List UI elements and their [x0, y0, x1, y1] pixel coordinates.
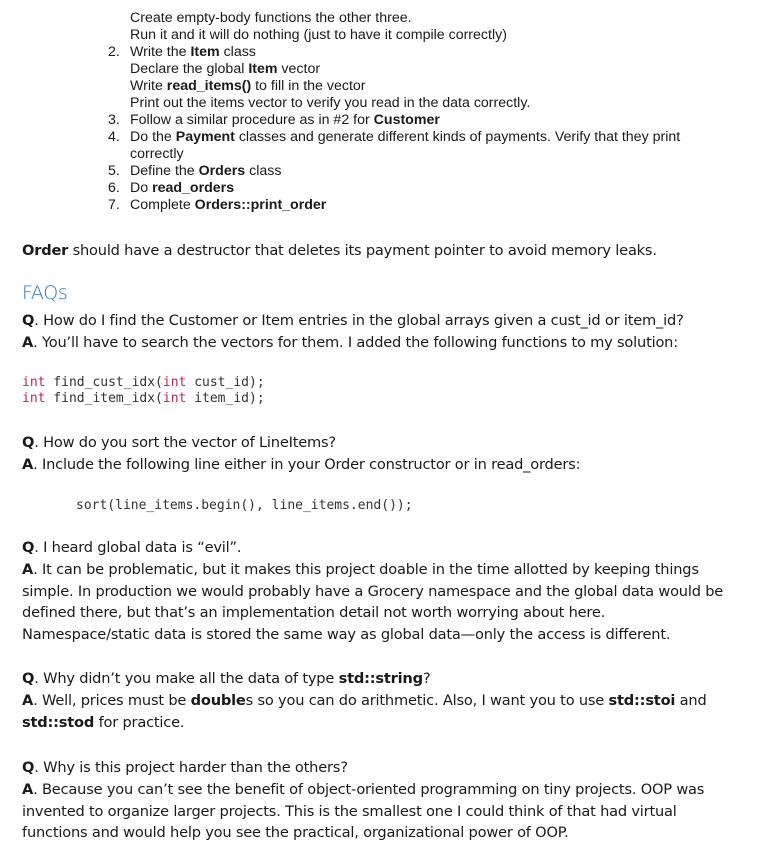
step-2-line-3: Write read_items() to fill in the vector — [130, 78, 366, 94]
step-3: 3. Follow a similar procedure as in #2 for Customer — [108, 112, 440, 128]
step-1-continuation — [100, 10, 730, 44]
step-7-number: 7. — [108, 197, 120, 213]
faq-a2: A. Include the following line either in your Order constructor or in read_orders: — [22, 456, 581, 473]
step-2-number: 2. — [108, 44, 120, 60]
faq-q5: Q. Why is this project harder than the others? — [22, 759, 348, 776]
code-line-find-item: int find_item_idx(int item_id); — [22, 391, 265, 406]
faq-q2: Q. How do you sort the vector of LineItems? — [22, 434, 336, 451]
step-5-number: 5. — [108, 163, 120, 179]
faq-q4: Q. Why didn’t you make all the data of type std::string? — [22, 670, 431, 687]
step-2 — [100, 44, 730, 112]
code-line-sort: sort(line_items.begin(), line_items.end()); — [76, 498, 413, 513]
faq-a4: A. Well, prices must be doubles so you can do arithmetic. Also, I want you to use std::stoi and std::stod for practice. — [22, 692, 707, 731]
faq-q3: Q. I heard global data is “evil”. — [22, 539, 242, 556]
step-7: 7. Complete Orders::print_order — [108, 197, 327, 213]
step-3-number: 3. — [108, 112, 120, 128]
step-1-line-1: Create empty-body functions the other three. — [130, 10, 412, 26]
faq-a3: A. It can be problematic, but it makes this project doable in the time allotted by keeping things simple. In production we would probably have a Grocery namespace and the global data would be defined there, but that’s an implementation detail not worth worrying about here. Namespace/static data is stored the same way as global data—only the access is different. — [22, 561, 724, 643]
faq-a5: A. Because you can’t see the benefit of object-oriented programming on tiny projects. OOP was invented to organize larger projects. This is the smallest one I could think of that had virtual functions and would help you see the practical, organizational power of OOP. — [22, 781, 705, 841]
step-6: 6. Do read_orders — [108, 180, 235, 196]
code-block-find-functions — [22, 375, 265, 407]
step-5: 5. Define the Orders class — [108, 163, 282, 179]
destructor-note: Order should have a destructor that deletes its payment pointer to avoid memory leaks. — [22, 242, 657, 259]
step-2-line-1: Write the Item class — [130, 44, 256, 60]
step-2-line-2: Declare the global Item vector — [130, 61, 321, 77]
step-6-number: 6. — [108, 180, 120, 196]
step-1-line-2: Run it and it will do nothing (just to have it compile correctly) — [130, 27, 507, 43]
step-4-number: 4. — [108, 129, 120, 145]
code-line-find-cust: int find_cust_idx(int cust_id); — [22, 375, 265, 390]
steps-list — [100, 10, 730, 214]
faq-heading: FAQs — [22, 282, 68, 304]
faq-q1: Q. How do I find the Customer or Item entries in the global arrays given a cust_id or item_id? — [22, 312, 684, 329]
step-2-line-4: Print out the items vector to verify you read in the data correctly. — [130, 95, 531, 111]
faq-a1: A. You’ll have to search the vectors for them. I added the following functions to my solution: — [22, 334, 678, 351]
step-4: 4. Do the Payment classes and generate different kinds of payments. Verify that they print correctly — [108, 129, 681, 162]
